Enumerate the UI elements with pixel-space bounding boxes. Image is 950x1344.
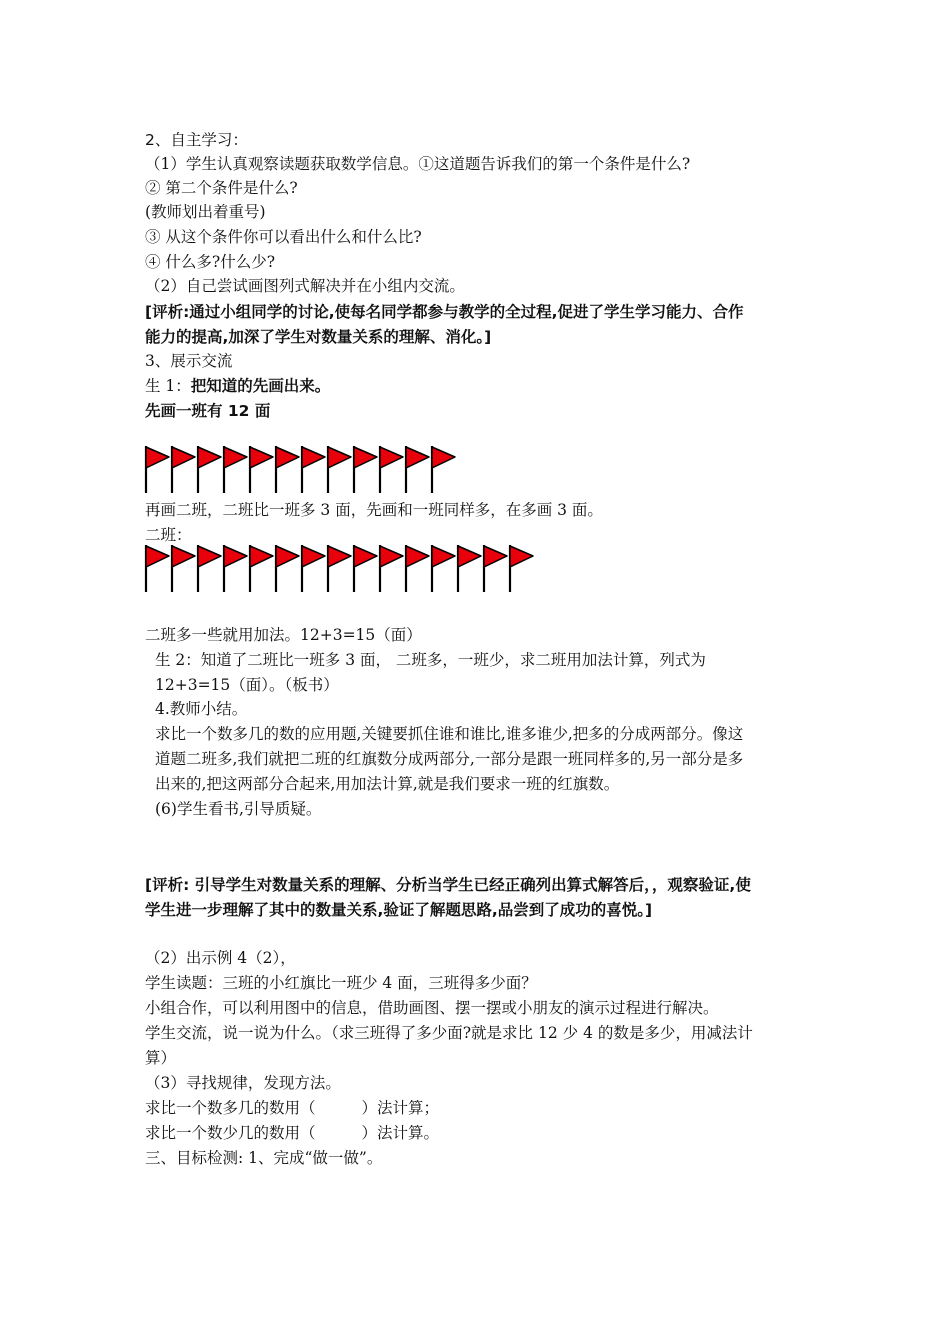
text-line: (教师划出着重号) [145, 203, 266, 221]
text-line: 二班： [145, 526, 192, 544]
text-line: （2）出示例 4（2）， [145, 949, 296, 967]
comment-line: 能力的提高,加深了学生对数量关系的理解、消化。] [145, 328, 492, 346]
red-flag-icon [144, 543, 170, 593]
blank-prefix: 求比一个数少几的数用（ [145, 1124, 316, 1142]
text-line: 算） [145, 1049, 177, 1067]
text-line: ③ 从这个条件你可以看出什么和什么比? [145, 228, 422, 246]
text-line: （1）学生认真观察读题获取数学信息。①这道题告诉我们的第一个条件是什么? [145, 155, 691, 173]
text-line: 12+3=15（面）。（板书） [155, 676, 339, 694]
red-flag-icon [300, 543, 326, 593]
red-flag-icon [170, 444, 196, 494]
section-heading: 三、目标检测: 1、完成“做一做”。 [145, 1149, 383, 1167]
text-line: 学生交流，说一说为什么。（求三班得了多少面?就是求比 12 少 4 的数是多少，用减法计 [145, 1024, 753, 1042]
red-flag-icon [274, 444, 300, 494]
red-flag-icon [456, 543, 482, 593]
text-line [145, 374, 810, 398]
blank-prefix: 求比一个数多几的数用（ [145, 1099, 316, 1117]
red-flag-icon [482, 543, 508, 593]
red-flag-icon [378, 543, 404, 593]
text-line: ④ 什么多?什么少? [145, 253, 276, 271]
red-flag-icon [352, 444, 378, 494]
red-flag-icon [248, 444, 274, 494]
red-flag-icon [196, 444, 222, 494]
red-flag-icon [404, 444, 430, 494]
text-line: 小组合作，可以利用图中的信息，借助画图、摆一摆或小朋友的演示过程进行解决。 [145, 999, 719, 1017]
red-flag-icon [508, 543, 534, 593]
red-flag-icon [222, 543, 248, 593]
text-line: 道题二班多,我们就把二班的红旗数分成两部分,一部分是跟一班同样多的,另一部分是多 [155, 750, 744, 768]
red-flag-icon [248, 543, 274, 593]
text-line: ② 第二个条件是什么? [145, 179, 298, 197]
text-line: 二班多一些就用加法。12+3=15（面） [145, 626, 422, 644]
red-flag-icon [170, 543, 196, 593]
red-flag-icon [274, 543, 300, 593]
fill-blank-line [145, 1096, 810, 1120]
speaker-label: 生 1： [145, 377, 191, 395]
blank-suffix: ）法计算。 [361, 1124, 440, 1142]
blank-suffix: ）法计算； [361, 1099, 440, 1117]
red-flag-icon [378, 444, 404, 494]
text-line: （2）自己尝试画图列式解决并在小组内交流。 [145, 277, 465, 295]
red-flag-icon [430, 543, 456, 593]
red-flag-icon [196, 543, 222, 593]
text-line: 生 2：知道了二班比一班多 3 面， 二班多，一班少，求二班用加法计算，列式为 [155, 651, 706, 669]
class2-flag-row [144, 543, 534, 593]
text-line: 再画二班，二班比一班多 3 面，先画和一班同样多，在多画 3 面。 [145, 501, 603, 519]
red-flag-icon [326, 543, 352, 593]
comment-line: [评析: 引导学生对数量关系的理解、分析当学生已经正确列出算式解答后，，观察验证,使 [145, 876, 751, 894]
red-flag-icon [326, 444, 352, 494]
class1-flag-row [144, 444, 456, 494]
red-flag-icon [300, 444, 326, 494]
red-flag-icon [430, 444, 456, 494]
bold-text: 把知道的先画出来。 [190, 377, 331, 395]
text-line: 学生读题：三班的小红旗比一班少 4 面，三班得多少面？ [145, 974, 537, 992]
red-flag-icon [352, 543, 378, 593]
text-line: （3）寻找规律，发现方法。 [145, 1074, 341, 1092]
section-heading: 3、展示交流 [145, 352, 233, 370]
text-line: 求比一个数多几的数的应用题,关键要抓住谁和谁比,谁多谁少,把多的分成两部分。像这 [155, 725, 744, 743]
section-heading: 2、自主学习： [145, 131, 248, 149]
fill-blank-line [145, 1121, 810, 1145]
comment-line: [评析:通过小组同学的讨论,使每名同学都参与教学的全过程,促进了学生学习能力、合作 [145, 303, 744, 321]
text-line: 出来的,把这两部分合起来,用加法计算,就是我们要求一班的红旗数。 [155, 775, 620, 793]
comment-line: 学生进一步理解了其中的数量关系,验证了解题思路,品尝到了成功的喜悦。] [145, 901, 653, 919]
red-flag-icon [222, 444, 248, 494]
text-line: 先画一班有 12 面 [145, 402, 271, 420]
text-line: (6)学生看书,引导质疑。 [155, 800, 322, 818]
red-flag-icon [144, 444, 170, 494]
red-flag-icon [404, 543, 430, 593]
text-line: 4.教师小结。 [155, 700, 248, 718]
